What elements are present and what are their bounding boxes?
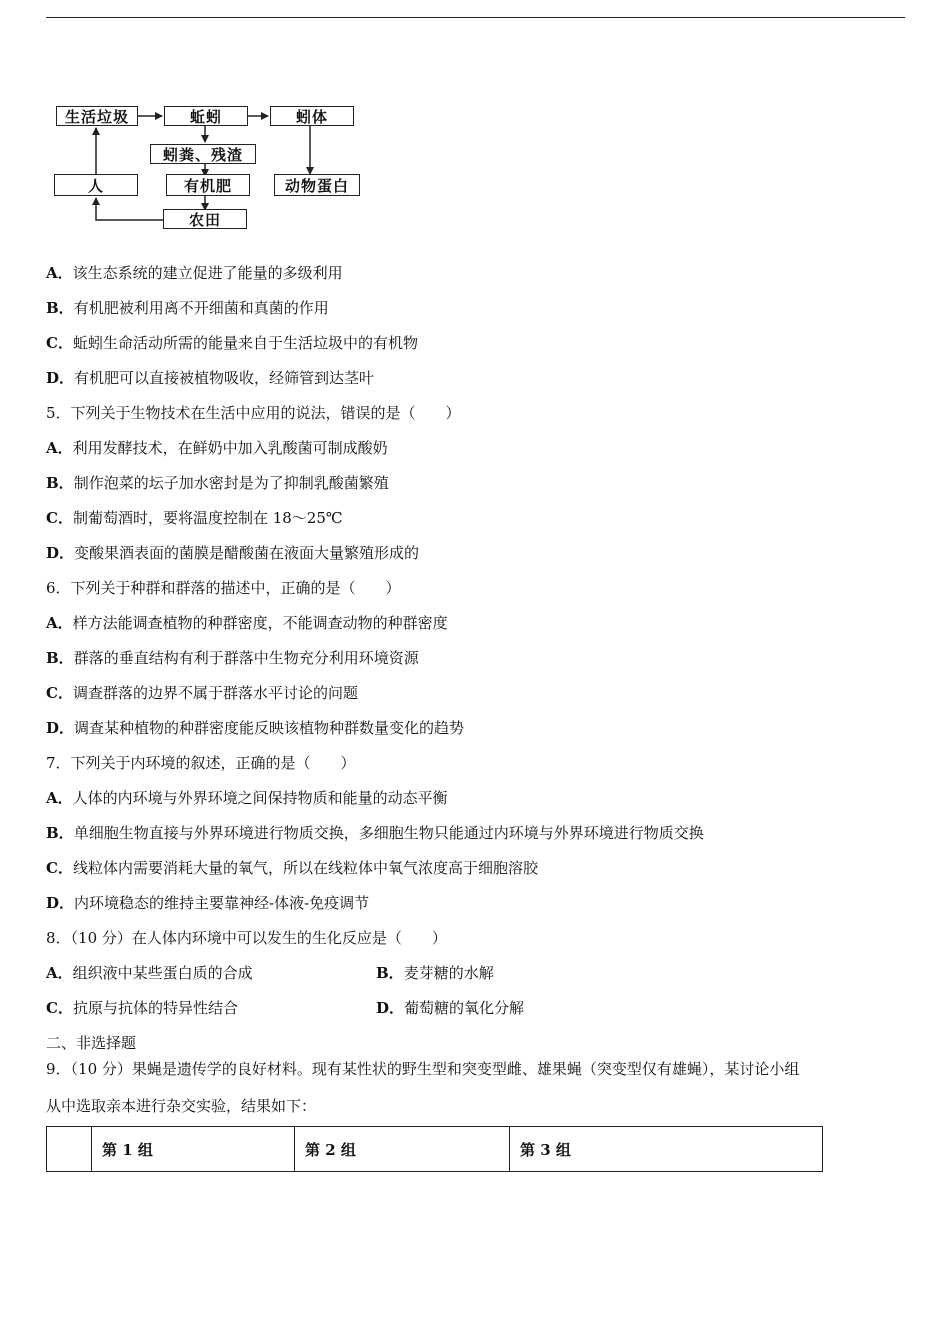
box-garbage: 生活垃圾 [56, 106, 138, 126]
q7-stem: 7．下列关于内环境的叙述，正确的是（ ） [46, 754, 356, 772]
q6-option-b: B．群落的垂直结构有利于群落中生物充分利用环境资源 [46, 649, 419, 667]
q9-line-2: 从中选取亲本进行杂交实验，结果如下： [46, 1097, 317, 1115]
box-worm-body: 蚓体 [270, 106, 354, 126]
box-human: 人 [54, 174, 138, 196]
q8-option-a: A．组织液中某些蛋白质的合成 [46, 964, 253, 982]
q6-stem: 6．下列关于种群和群落的描述中，正确的是（ ） [46, 579, 401, 597]
section-heading: 二、非选择题 [46, 1034, 137, 1052]
box-fertilizer: 有机肥 [166, 174, 250, 196]
table-header-cell: 第 3 组 [510, 1127, 823, 1172]
q7-option-d: D．内环境稳态的维持主要靠神经-体液-免疫调节 [46, 894, 370, 912]
table-row [47, 1127, 823, 1172]
q5-option-b: B．制作泡菜的坛子加水密封是为了抑制乳酸菌繁殖 [46, 474, 389, 492]
q8-option-b: B．麦芽糖的水解 [376, 964, 494, 982]
q6-option-c: C．调查群落的边界不属于群落水平讨论的问题 [46, 684, 358, 702]
q7-option-b: B．单细胞生物直接与外界环境进行物质交换，多细胞生物只能通过内环境与外界环境进行物质交换 [46, 824, 704, 842]
header-rule [46, 17, 905, 18]
table-header-cell: 第 2 组 [295, 1127, 510, 1172]
q8-stem: 8．（10 分）在人体内环境中可以发生的生化反应是（ ） [46, 929, 447, 947]
q5-option-c: C．制葡萄酒时，要将温度控制在 18～25℃ [46, 509, 343, 527]
q4-option-a: A．该生态系统的建立促进了能量的多级利用 [46, 264, 343, 282]
q8-option-c: C．抗原与抗体的特异性结合 [46, 999, 238, 1017]
q5-stem: 5．下列关于生物技术在生活中应用的说法，错误的是（ ） [46, 404, 461, 422]
q4-option-b: B．有机肥被利用离不开细菌和真菌的作用 [46, 299, 329, 317]
q4-option-d: D．有机肥可以直接被植物吸收，经筛管到达茎叶 [46, 369, 375, 387]
q9-line-1: 9．（10 分）果蝇是遗传学的良好材料。现有某性状的野生型和突变型雌、雄果蝇（突变型仅有雄蝇），某讨论小组 [46, 1060, 800, 1078]
flow-diagram [46, 98, 376, 238]
box-farmland: 农田 [163, 209, 247, 229]
q8-option-d: D．葡萄糖的氧化分解 [376, 999, 525, 1017]
box-dung: 蚓粪、残渣 [150, 144, 256, 164]
result-table [46, 1126, 823, 1172]
q5-option-d: D．变酸果酒表面的菌膜是醋酸菌在液面大量繁殖形成的 [46, 544, 420, 562]
q4-option-c: C．蚯蚓生命活动所需的能量来自于生活垃圾中的有机物 [46, 334, 418, 352]
table-header-cell [47, 1127, 92, 1172]
q5-option-a: A．利用发酵技术，在鲜奶中加入乳酸菌可制成酸奶 [46, 439, 388, 457]
q6-option-d: D．调查某种植物的种群密度能反映该植物种群数量变化的趋势 [46, 719, 465, 737]
q6-option-a: A．样方法能调查植物的种群密度，不能调查动物的种群密度 [46, 614, 448, 632]
q7-option-c: C．线粒体内需要消耗大量的氧气，所以在线粒体中氧气浓度高于细胞溶胶 [46, 859, 538, 877]
table-header-cell: 第 1 组 [92, 1127, 295, 1172]
box-earthworm: 蚯蚓 [164, 106, 248, 126]
q7-option-a: A．人体的内环境与外界环境之间保持物质和能量的动态平衡 [46, 789, 448, 807]
box-protein: 动物蛋白 [274, 174, 360, 196]
